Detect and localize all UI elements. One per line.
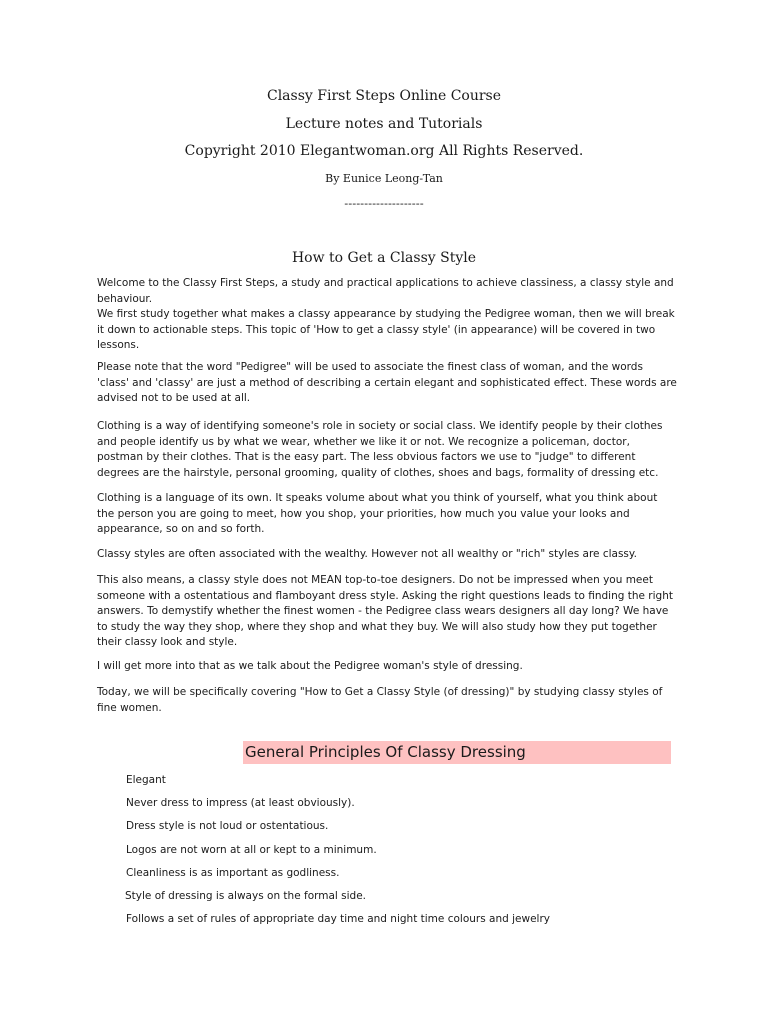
header-divider: -------------------- bbox=[344, 197, 424, 210]
paragraph-wealthy: Classy styles are often associated with the wealthy. However not all wealthy or "rich" styles are classy. bbox=[97, 548, 637, 560]
article-heading: How to Get a Classy Style bbox=[291, 250, 477, 266]
paragraph-designers: This also means, a classy style does not MEAN top-to-toe designers. Do not be impressed when you meet someone with a ostentatious and flamboyant dress style. Asking the right questions leads to finding the right answers. To demystify whether the finest women - the Pedigree class wears designers all day long? We have to study the way they shop, where they shop and what they buy. We will also study how they put together their classy look and style. bbox=[97, 574, 673, 648]
section-heading: General Principles Of Classy Dressing bbox=[245, 743, 526, 761]
document-subtitle: Lecture notes and Tutorials bbox=[285, 116, 483, 132]
paragraph-pedigree-note: Please note that the word "Pedigree" will be used to associate the finest class of woman, and the words 'class' and 'classy' are just a method of describing a certain elegant and sophisticated effect. These words are advised not to be used at all. bbox=[97, 361, 677, 404]
principle-item: Never dress to impress (at least obviously). bbox=[126, 797, 355, 809]
principle-item: Cleanliness is as important as godliness. bbox=[126, 867, 340, 879]
author-byline: By Eunice Leong-Tan bbox=[325, 172, 443, 185]
document-title: Classy First Steps Online Course bbox=[266, 88, 502, 104]
paragraph-welcome: Welcome to the Classy First Steps, a study and practical applications to achieve classiness, a classy style and behaviour. We first study together what makes a classy appearance by studying the Pedigree woman, then we will break it down to actionable steps. This topic of 'How to get a classy style' (in appearance) will be covered in two lessons. bbox=[97, 277, 675, 351]
paragraph-today: Today, we will be specifically covering "How to Get a Classy Style (of dressing)" by studying classy styles of fine women. bbox=[97, 686, 663, 714]
paragraph-pedigree-style: I will get more into that as we talk about the Pedigree woman's style of dressing. bbox=[97, 660, 523, 672]
paragraph-clothing-identity: Clothing is a way of identifying someone's role in society or social class. We identify people by their clothes and people identify us by what we wear, whether we like it or not. We recognize a policeman, doctor, postman by their clothes. That is the easy part. The less obvious factors we use to "judge" to different degrees are the hairstyle, personal grooming, quality of clothes, shoes and bags, formality of dressing etc. bbox=[97, 420, 663, 479]
principle-item: Logos are not worn at all or kept to a minimum. bbox=[126, 844, 377, 856]
principle-item: Dress style is not loud or ostentatious. bbox=[126, 820, 329, 832]
principle-item: Follows a set of rules of appropriate day time and night time colours and jewelry bbox=[126, 913, 550, 925]
section-heading-banner bbox=[243, 741, 671, 764]
copyright-notice: Copyright 2010 Elegantwoman.org All Rights Reserved. bbox=[184, 143, 584, 159]
principle-item: Elegant bbox=[126, 774, 166, 786]
principle-item: Style of dressing is always on the formal side. bbox=[125, 890, 367, 902]
paragraph-clothing-language: Clothing is a language of its own. It speaks volume about what you think of yourself, what you think about the person you are going to meet, how you shop, your priorities, how much you value your looks and appearance, so on and so forth. bbox=[97, 492, 658, 535]
